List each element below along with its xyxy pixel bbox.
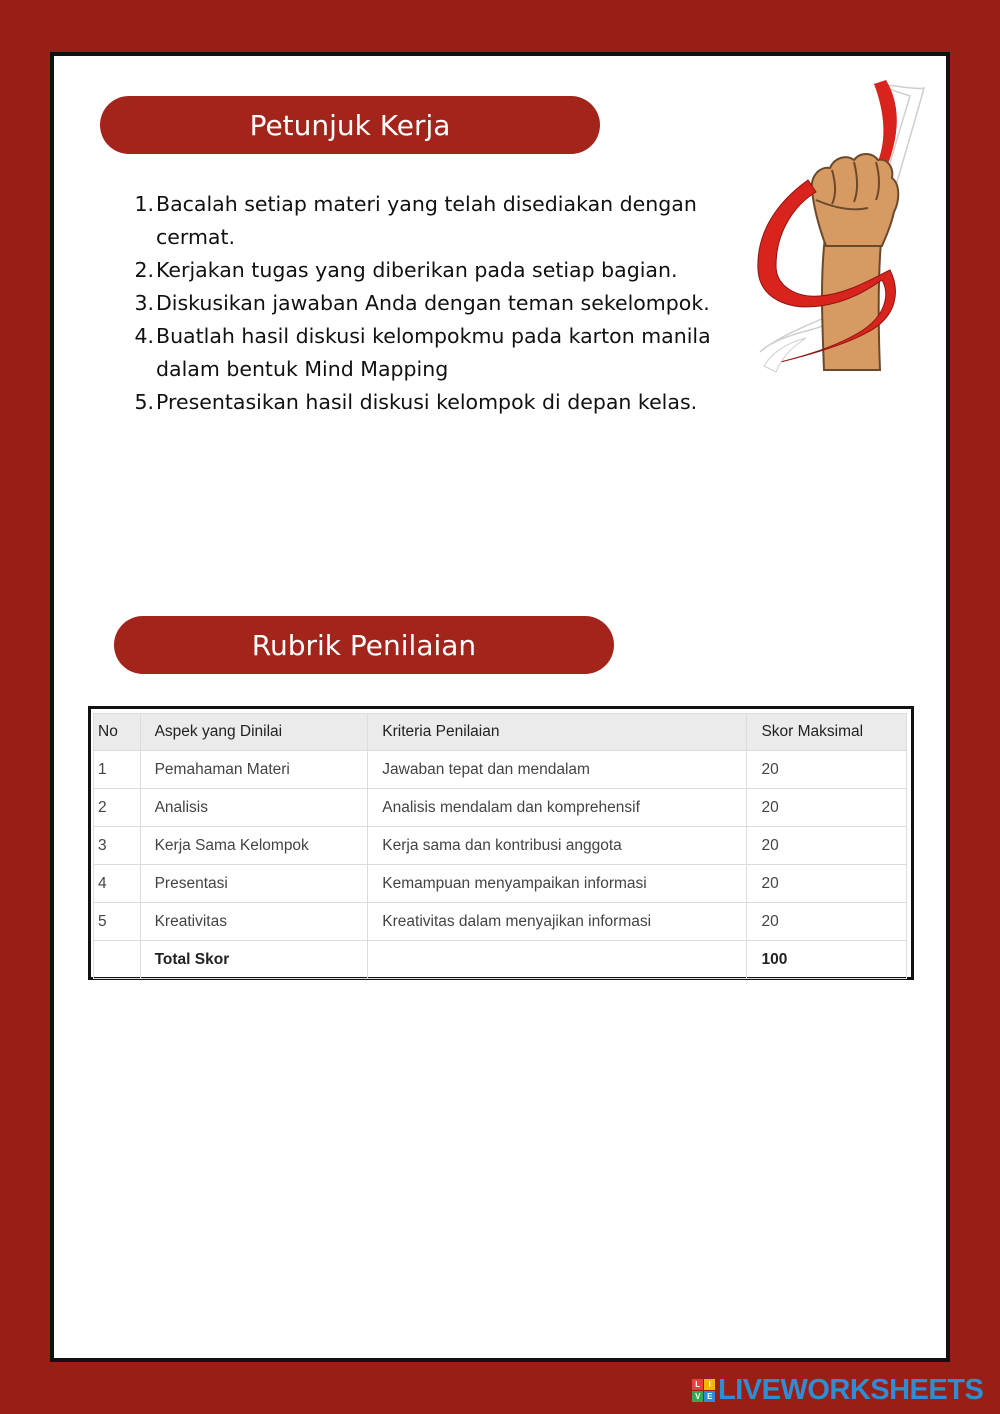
instruction-item: 3. Diskusikan jawaban Anda dengan teman sekelompok.	[134, 291, 710, 315]
table-row	[94, 865, 907, 903]
table-row	[94, 827, 907, 865]
column-header-skor: Skor Maksimal	[747, 714, 907, 751]
cell-kriteria: Kemampuan menyampaikan informasi	[368, 865, 747, 903]
liveworksheets-watermark[interactable]	[692, 1374, 983, 1406]
table-row	[94, 789, 907, 827]
fist-flag-illustration	[750, 80, 930, 380]
cell-skor: 20	[747, 789, 907, 827]
watermark-text: LIVEWORKSHEETS	[718, 1373, 984, 1406]
instruction-item: 2. Kerjakan tugas yang diberikan pada setiap bagian.	[134, 258, 678, 282]
cell-skor: 20	[747, 751, 907, 789]
cell-skor: 20	[747, 865, 907, 903]
instruction-item: 4. Buatlah hasil diskusi kelompokmu pada karton manila dalam bentuk Mind Mapping	[134, 324, 711, 381]
instruction-item: 1. Bacalah setiap materi yang telah disediakan dengan cermat.	[134, 192, 697, 249]
column-header-no: No	[94, 714, 141, 751]
table-header-row	[94, 714, 907, 751]
cell-aspek: Analisis	[140, 789, 368, 827]
cell-skor: 20	[747, 903, 907, 941]
cell-kriteria-empty	[368, 941, 747, 979]
cell-kriteria: Analisis mendalam dan komprehensif	[368, 789, 747, 827]
rubric-table-frame	[88, 706, 914, 980]
rubric-table	[93, 713, 907, 979]
cell-no: 2	[94, 789, 141, 827]
instructions-list	[130, 188, 730, 419]
cell-kriteria: Jawaban tepat dan mendalam	[368, 751, 747, 789]
cell-aspek: Kreativitas	[140, 903, 368, 941]
table-row	[94, 903, 907, 941]
cell-no: 4	[94, 865, 141, 903]
instruction-item: 5. Presentasikan hasil diskusi kelompok di depan kelas.	[134, 390, 698, 414]
cell-skor: 20	[747, 827, 907, 865]
cell-no: 5	[94, 903, 141, 941]
cell-aspek: Kerja Sama Kelompok	[140, 827, 368, 865]
worksheet-page	[50, 52, 950, 1362]
cell-aspek: Presentasi	[140, 865, 368, 903]
rubric-heading: Rubrik Penilaian	[114, 616, 614, 674]
column-header-kriteria: Kriteria Penilaian	[368, 714, 747, 751]
table-row	[94, 751, 907, 789]
cell-kriteria: Kerja sama dan kontribusi anggota	[368, 827, 747, 865]
total-value: 100	[747, 941, 907, 979]
cell-no-empty	[94, 941, 141, 979]
total-label: Total Skor	[140, 941, 368, 979]
column-header-aspek: Aspek yang Dinilai	[140, 714, 368, 751]
cell-no: 1	[94, 751, 141, 789]
instructions-heading: Petunjuk Kerja	[100, 96, 600, 154]
cell-kriteria: Kreativitas dalam menyajikan informasi	[368, 903, 747, 941]
cell-no: 3	[94, 827, 141, 865]
cell-aspek: Pemahaman Materi	[140, 751, 368, 789]
liveworksheets-logo-icon: L I V E	[692, 1379, 715, 1402]
table-total-row	[94, 941, 907, 979]
